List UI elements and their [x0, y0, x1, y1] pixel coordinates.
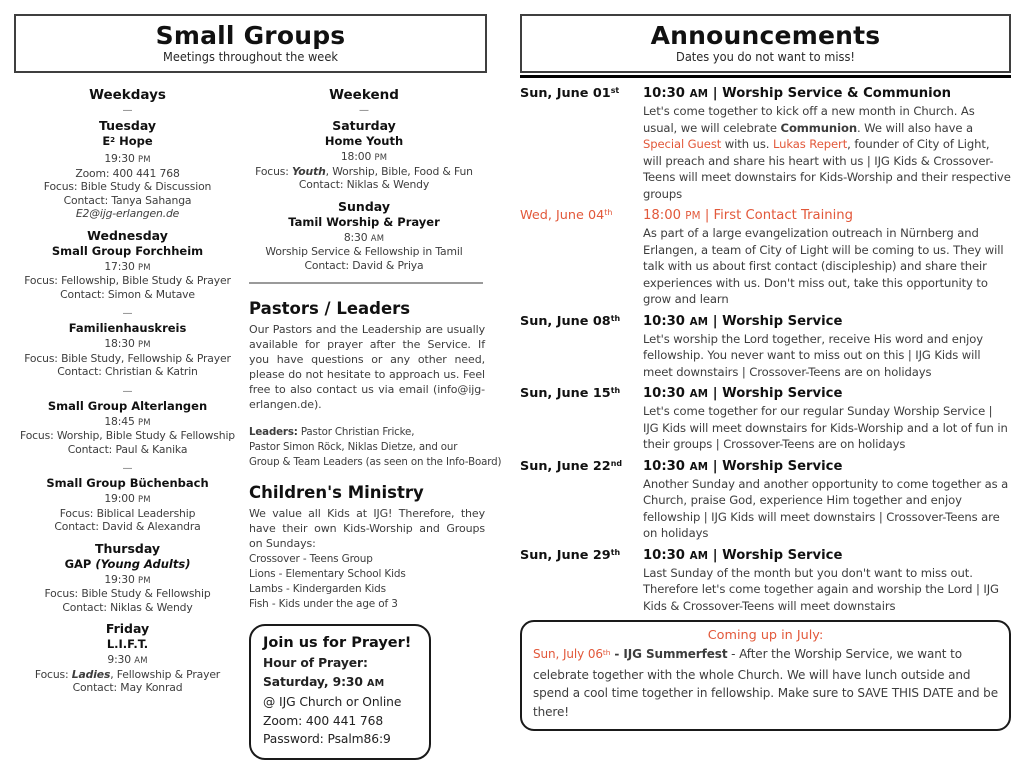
meeting-day: Wednesday: [87, 227, 168, 243]
text-line: [14, 429, 241, 443]
text-segment: AM: [689, 88, 709, 100]
weekend-meetings: [241, 118, 487, 272]
small-group-entry: [14, 621, 241, 695]
meeting-name: [14, 399, 241, 413]
text-segment: 10:30: [643, 458, 690, 474]
announcement-body: [643, 403, 1011, 453]
text-segment: Focus: Fellowship, Bible Study & Prayer: [24, 274, 231, 287]
small-group-entry: [14, 541, 241, 615]
text-segment: 10:30: [643, 547, 690, 563]
text-line: [14, 415, 241, 430]
announcement-title: [643, 385, 1011, 403]
text-segment: Focus:: [255, 164, 293, 178]
text-segment: AM: [370, 232, 385, 243]
text-segment: AM: [689, 549, 709, 562]
announcement-row: [520, 313, 1011, 381]
text-segment: Pastor Simon Röck, Niklas Dietze, and our: [249, 440, 458, 453]
text-segment: th: [604, 208, 613, 218]
text-line: [263, 673, 417, 694]
text-segment: Password: Psalm86:9: [263, 732, 391, 746]
text-segment: AM: [367, 677, 385, 689]
meeting-details: [14, 152, 241, 221]
text-segment: | Worship Service & Communion: [708, 86, 952, 101]
text-line: [14, 520, 241, 534]
text-line: [249, 581, 473, 596]
small-groups-subtitle: Meetings throughout the week: [163, 50, 338, 64]
announcement-body: [643, 225, 1011, 308]
pastors-heading: Pastors / Leaders: [249, 299, 411, 318]
text-segment: -: [610, 647, 624, 661]
text-line: [249, 454, 502, 469]
text-segment: Last Sunday of the month but you don't want to miss out. Therefore let's come together again and worship the Lord | IJG Kids & Crossover-Teens will meet downstairs: [643, 565, 999, 613]
text-segment: , Fellowship & Prayer: [110, 667, 221, 681]
text-segment: 17:30: [104, 259, 138, 273]
announcement-content: [643, 313, 1011, 381]
text-segment: 8:30: [343, 230, 371, 244]
text-segment: AM: [689, 315, 709, 328]
meeting-name: [14, 321, 241, 335]
announcement-body: [643, 476, 1011, 542]
text-segment: GAP: [64, 556, 96, 571]
text-segment: 18:00: [340, 150, 375, 163]
text-segment: Focus: Bible Study & Fellowship: [44, 587, 211, 600]
text-segment: E: [102, 134, 111, 148]
text-segment: As part of a large evangelization outreach in Nürnberg and Erlangen, a team of City of Light will be coming to us. They will talk with us about first contact (discipleship) and share their experiences with us. Don't miss out, take this opportunity to grow and learn: [643, 226, 1004, 306]
announcements-subtitle: Dates you do not want to miss!: [676, 50, 855, 64]
text-segment: Let's come together to kick off a new month in Church. As usual, we will celebrate: [643, 104, 975, 135]
text-segment: AM: [689, 460, 709, 473]
text-line: [263, 693, 417, 712]
meeting-name: [14, 557, 241, 571]
announcement-body: [643, 565, 1011, 615]
text-segment: Special Guest: [643, 137, 722, 151]
prayer-box-details: [263, 654, 417, 749]
announcement-date: [520, 385, 643, 453]
meeting-name: [241, 134, 487, 148]
meeting-details: [14, 492, 241, 534]
text-segment: 19:30: [104, 152, 138, 165]
separator-dash: —: [122, 105, 133, 116]
text-segment: Hour of Prayer:: [263, 656, 368, 670]
text-line: [263, 712, 417, 731]
coming-up-body: [533, 645, 998, 721]
text-segment: | Worship Service: [708, 458, 843, 474]
text-line: [14, 180, 241, 194]
text-segment: Let's worship the Lord together, receive His word and enjoy fellowship. You never want to miss out on this | IJG Kids will meet downstairs | Crossover-Teens are on holidays: [643, 331, 983, 379]
announcement-row: [520, 547, 1011, 615]
text-line: [249, 439, 468, 454]
text-line: [241, 178, 487, 192]
text-line: [14, 288, 241, 302]
coming-up-heading: Coming up in July:: [707, 628, 824, 643]
text-segment: Another Sunday and another opportunity to come together as a Church, praise God, experience Him together and enjoy fellowship | IJG Kids will meet downstairs | Crossover-Teens are on holidays: [643, 476, 1009, 540]
announcement-row: [520, 385, 1011, 453]
announcement-body: [643, 103, 1011, 202]
leaders-list: [249, 424, 502, 469]
meeting-day: Thursday: [94, 540, 161, 556]
text-line: [263, 730, 417, 749]
text-segment: | Worship Service: [708, 547, 843, 563]
text-line: [14, 152, 241, 167]
text-segment: Contact: Tanya Sahanga: [63, 193, 192, 207]
text-segment: Focus:: [34, 667, 72, 681]
text-segment: , founder of City of Light, will preach and share his heart with us | IJG Kids & Crossover-Teens will meet downstairs for Kids-Worship and their respective groups: [643, 137, 1011, 201]
text-segment: Sun, June 15: [520, 386, 611, 401]
text-segment: th: [610, 313, 621, 323]
text-segment: Ladies: [71, 667, 111, 681]
announcement-content: [643, 385, 1011, 453]
announcement-content: [643, 547, 1011, 615]
text-segment: Sun, June 22: [520, 458, 611, 474]
meeting-details: [14, 337, 241, 379]
text-segment: PM: [374, 152, 388, 162]
announcements-panel: [520, 14, 1011, 731]
announcement-title: [643, 458, 1011, 476]
meeting-name: [14, 637, 241, 651]
text-segment: Wed, June 04: [520, 208, 605, 223]
text-line: [14, 668, 241, 682]
announcement-title: [643, 85, 1011, 103]
announcement-row: [520, 85, 1011, 202]
separator-dash: —: [122, 385, 133, 397]
text-segment: Hope: [115, 134, 153, 148]
meeting-details: [241, 231, 487, 273]
coming-up-box: [520, 620, 1011, 731]
meeting-name: [14, 134, 241, 150]
prayer-box: [249, 624, 431, 760]
text-segment: Home Youth: [324, 134, 404, 148]
text-segment: 19:00: [104, 492, 138, 505]
text-segment: Focus: Worship, Bible Study & Fellowship: [20, 429, 236, 442]
text-segment: th: [610, 386, 621, 396]
meeting-day: Sunday: [338, 198, 390, 214]
text-segment: @ IJG Church or Online: [263, 695, 402, 709]
announcements-title: Announcements: [650, 21, 881, 50]
announcement-date: [520, 207, 643, 308]
text-segment: Group & Team Leaders (as seen on the Info-Board): [249, 455, 502, 468]
announcements-list: [520, 85, 1011, 614]
text-segment: Fish - Kids under the age of 3: [249, 597, 398, 610]
announcement-content: [643, 458, 1011, 542]
text-line: [14, 507, 241, 521]
small-group-entry: [14, 118, 241, 221]
weekdays-heading: Weekdays: [89, 87, 166, 103]
text-segment: Contact: Paul & Kanika: [67, 442, 188, 456]
text-segment: 19:30: [104, 572, 138, 586]
text-segment: 10:30: [643, 386, 690, 401]
text-line: [14, 274, 241, 288]
meeting-details: [14, 260, 241, 302]
text-segment: L.I.F.T.: [106, 637, 149, 651]
text-line: [241, 150, 487, 165]
small-groups-columns: [14, 86, 502, 760]
small-groups-header: [14, 14, 487, 73]
text-segment: Contact: Christian & Katrin: [57, 365, 198, 378]
text-segment: PM: [685, 210, 701, 222]
meeting-day: Tuesday: [98, 118, 157, 133]
text-segment: Sun, June 29: [520, 547, 611, 563]
announcement-content: [643, 207, 1011, 308]
announcement-body: [643, 331, 1011, 381]
text-segment: E2@ijg-erlangen.de: [75, 207, 180, 220]
text-segment: - After the Worship Service, we want to celebrate together with the whole Church. We will have lunch outside and spend a cool time together in fellowship. Make sure to SAVE THIS DATE and be there!: [533, 647, 998, 719]
text-segment: Pastor Christian Fricke,: [297, 425, 415, 438]
pastors-section: [241, 298, 502, 469]
announcement-content: [643, 85, 1011, 202]
text-segment: 2: [110, 134, 116, 144]
text-line: [14, 167, 241, 181]
text-segment: Familienhauskreis: [68, 321, 187, 335]
text-segment: Sun, June 08: [520, 313, 611, 329]
text-line: [14, 365, 241, 379]
text-line: [249, 424, 468, 439]
text-segment: Worship Service & Fellowship in Tamil: [265, 245, 463, 258]
text-segment: with us.: [721, 137, 773, 151]
text-segment: Focus: Bible Study & Discussion: [43, 180, 212, 193]
text-segment: nd: [610, 458, 622, 468]
kids-groups-list: [249, 551, 485, 611]
text-segment: Contact: David & Priya: [304, 258, 424, 272]
text-segment: | Worship Service: [708, 386, 843, 401]
text-segment: 10:30: [643, 313, 690, 329]
announcement-date: [520, 313, 643, 381]
text-line: [14, 653, 241, 668]
text-line: [14, 207, 241, 221]
text-segment: Tamil Worship & Prayer: [288, 214, 440, 229]
pastors-paragraph: Our Pastors and the Leadership are usually available for prayer after the Service. If you have questions or any other need, please do not hesitate to approach us. Feel free to also contact us via email (info@ijg-erlangen.de).: [249, 323, 485, 411]
text-segment: | First Contact Training: [700, 208, 853, 223]
childrens-ministry-section: [241, 482, 487, 611]
text-segment: Contact: May Konrad: [72, 681, 183, 694]
text-line: [14, 443, 241, 457]
text-segment: Contact: David & Alexandra: [54, 520, 201, 533]
text-segment: (Young Adults): [95, 556, 191, 571]
header-underline: [520, 75, 1011, 78]
text-segment: PM: [137, 339, 151, 349]
prayer-box-title: Join us for Prayer!: [263, 635, 412, 651]
separator-dash: —: [122, 308, 133, 319]
text-line: [241, 165, 487, 179]
childrens-ministry-intro: We value all Kids at IJG! Therefore, they have their own Kids-Worship and Groups on Sundays:: [249, 507, 485, 550]
text-segment: th: [610, 547, 621, 557]
announcement-title: [643, 207, 1011, 225]
text-segment: Small Group Forchheim: [51, 243, 204, 258]
text-segment: Focus: Bible Study, Fellowship & Prayer: [24, 351, 231, 365]
text-segment: 18:00: [643, 208, 686, 223]
text-segment: Leaders:: [249, 425, 298, 438]
text-segment: Saturday, 9:30: [263, 674, 367, 689]
weekend-heading: Weekend: [329, 87, 399, 103]
text-segment: PM: [137, 154, 151, 164]
small-group-entry: [14, 228, 241, 302]
meeting-details: [241, 150, 487, 192]
text-segment: Focus: Biblical Leadership: [59, 506, 196, 520]
meeting-details: [14, 573, 241, 615]
text-segment: AM: [689, 388, 709, 400]
text-segment: Let's come together for our regular Sunday Worship Service | IJG Kids will meet downstairs for Kids-Worship and a lot of fun in their groups | Crossover-Teens are on holidays: [643, 404, 1008, 451]
text-segment: Youth: [292, 164, 326, 178]
text-line: [14, 352, 241, 366]
small-groups-panel: [14, 14, 502, 760]
text-line: [241, 231, 487, 246]
text-line: [249, 566, 473, 581]
text-segment: . We will also have a: [856, 120, 974, 135]
meeting-name: [14, 244, 241, 258]
text-segment: 10:30: [643, 86, 690, 101]
announcement-title: [643, 313, 1011, 331]
childrens-ministry-heading: Children's Ministry: [249, 483, 424, 502]
announcement-row: [520, 207, 1011, 308]
text-segment: Sun, July 06: [533, 647, 603, 661]
text-line: [14, 194, 241, 208]
text-segment: PM: [137, 416, 151, 427]
small-group-entry: [14, 386, 241, 457]
weekdays-column: [14, 86, 241, 760]
text-segment: th: [602, 647, 611, 657]
separator-dash: —: [359, 105, 369, 116]
text-segment: Crossover - Teens Group: [249, 552, 373, 565]
text-segment: 18:30: [104, 337, 138, 350]
section-divider: [249, 282, 483, 284]
text-segment: Lukas Repert: [772, 137, 848, 151]
text-line: [249, 551, 473, 566]
text-segment: Lions - Elementary School Kids: [249, 567, 406, 580]
announcement-title: [643, 547, 1011, 565]
text-line: [14, 492, 241, 507]
text-segment: , Worship, Bible, Food & Fun: [325, 164, 473, 178]
text-line: [14, 587, 241, 601]
text-segment: PM: [137, 574, 151, 585]
text-segment: AM: [134, 655, 148, 665]
small-groups-title: Small Groups: [155, 21, 346, 50]
meeting-day: Saturday: [332, 118, 396, 133]
text-segment: Lambs - Kindergarden Kids: [249, 582, 386, 595]
text-segment: Communion: [780, 120, 857, 135]
weekdays-meetings: [14, 118, 241, 695]
text-segment: Contact: Niklas & Wendy: [298, 178, 430, 191]
announcement-date: [520, 85, 643, 202]
text-line: [249, 596, 473, 611]
meeting-name: [14, 476, 241, 490]
text-segment: PM: [137, 261, 151, 272]
text-segment: st: [610, 86, 620, 96]
text-segment: 18:45: [104, 414, 138, 428]
meeting-day: Friday: [105, 621, 150, 636]
text-segment: Contact: Simon & Mutave: [60, 287, 195, 301]
text-line: [241, 245, 487, 259]
small-group-entry: [14, 463, 241, 534]
announcements-header: [520, 14, 1011, 73]
small-group-entry: [14, 308, 241, 379]
announcement-date: [520, 458, 643, 542]
text-segment: Small Group Alterlangen: [47, 398, 208, 413]
meeting-name: [241, 215, 487, 229]
text-segment: | Worship Service: [708, 313, 843, 329]
text-line: [14, 681, 241, 695]
text-segment: IJG Summerfest: [623, 647, 728, 661]
meeting-details: [14, 415, 241, 457]
meeting-details: [14, 653, 241, 695]
text-line: [263, 654, 417, 673]
text-segment: Zoom: 400 441 768: [75, 166, 180, 180]
small-group-entry: [241, 199, 487, 273]
text-segment: PM: [137, 494, 151, 504]
announcement-date: [520, 547, 643, 615]
text-segment: Contact: Niklas & Wendy: [62, 600, 193, 614]
text-line: [14, 573, 241, 588]
text-line: [14, 601, 241, 615]
text-line: [14, 337, 241, 352]
weekend-column: [241, 86, 502, 760]
text-segment: Zoom: 400 441 768: [263, 713, 384, 728]
text-line: [14, 260, 241, 275]
text-segment: Small Group Büchenbach: [46, 476, 209, 490]
text-line: [241, 259, 487, 273]
announcement-row: [520, 458, 1011, 542]
separator-dash: —: [122, 463, 133, 474]
text-segment: 9:30: [107, 653, 135, 666]
text-segment: Sun, June 01: [520, 86, 611, 101]
small-group-entry: [241, 118, 487, 192]
